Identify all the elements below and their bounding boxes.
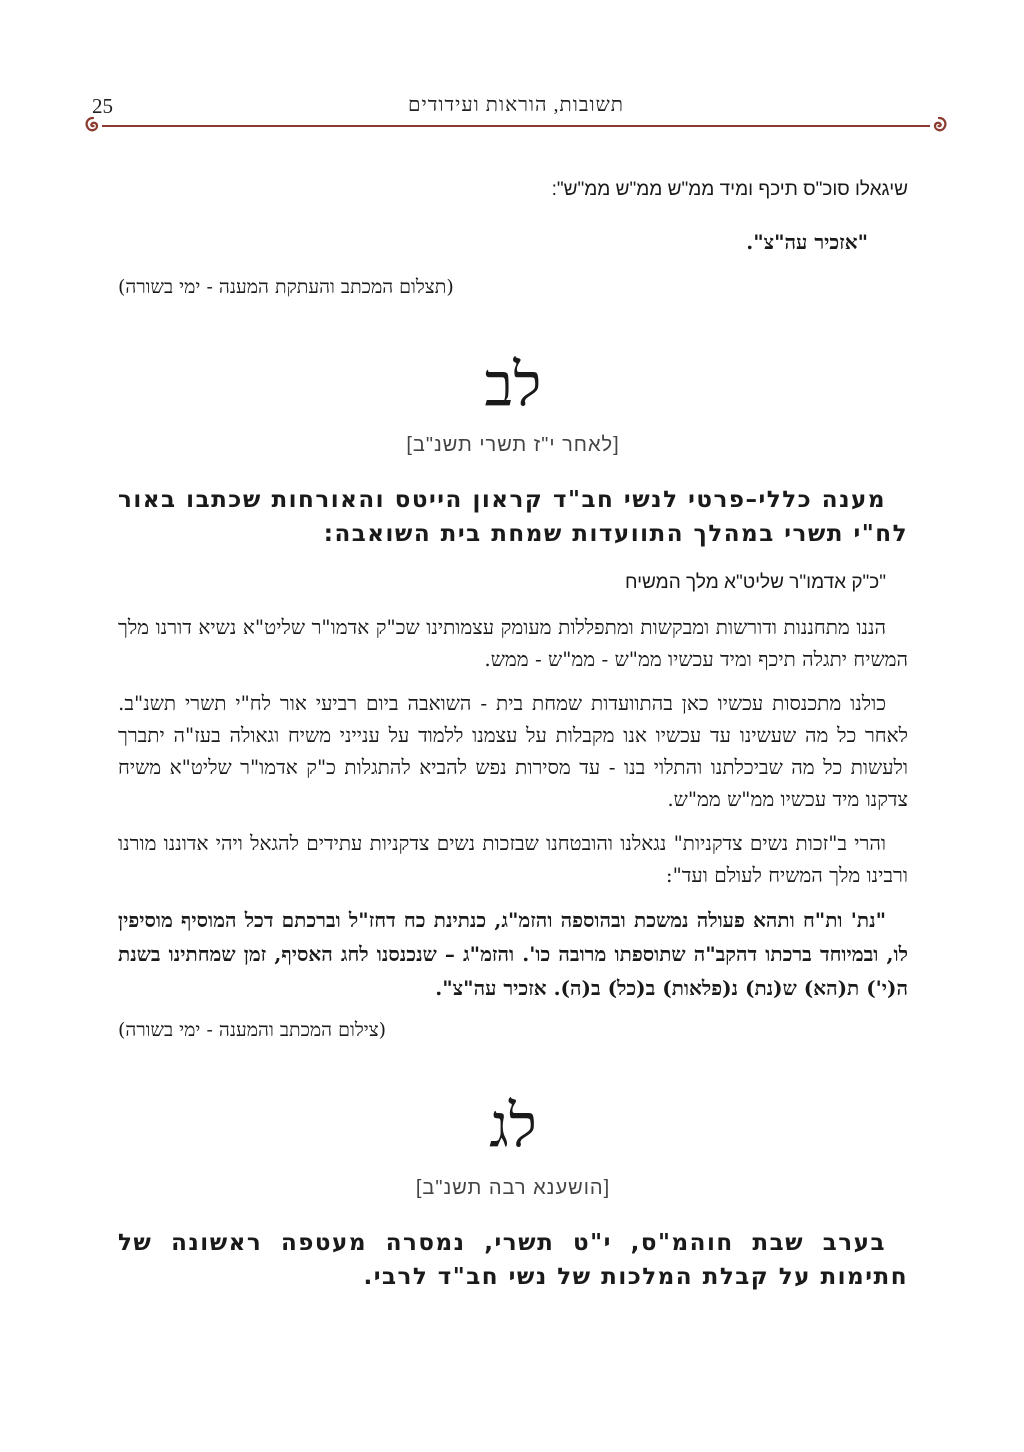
scroll-ornament-icon xyxy=(928,114,950,136)
letter-number-heading: לב xyxy=(484,352,542,418)
header-rule xyxy=(102,125,930,127)
source-note: (צילום המכתב והמענה - ימי בשורה) xyxy=(118,1019,387,1041)
letter-intro: בערב שבת חוהמ"ס, י"ט תשרי, נמסרה מעטפה ראשונה של חתימות על קבלת המלכות של נשי חב"ד לרבי. xyxy=(118,1230,908,1290)
letter-paragraph: כולנו מתכנסות עכשיו כאן בהתוועדות שמחת בית - השואבה ביום רביעי אור לח"י תשרי תשנ"ב. לאחר כל מה שעשינו עד עכשיו אנו מקבלות על עצמנו ללמוד על ענייני משיח וגאולה בעז"ה יתברך ולעשות כל מה שביכלתנו והתלוי בנו - עד מסירות נפש להביא להתגלות כ"ק אדמו"ר שליט"א משיח צדקנו מיד עכשיו ממ"ש ממ"ש. xyxy=(118,691,908,811)
letter-date: [לאחר י"ז תשרי תשנ"ב] xyxy=(406,434,620,456)
page-header xyxy=(90,92,942,142)
response-text: "נת' ות"ח ותהא פעולה נמשכת ובהוספה והזמ"ג, כנתינת כח דחז"ל וברכתם דכל המוסיף מוסיפין לו, ובמיוחד ברכתו דהקב"ה שתוספתו מרובה כו'. והזמ"ג – שנכנסנו לחג האסיף, זמן שמחתינו בשנת ה(י') ת(הא) ש(נת) נ(פלאות) ב(כל) ב(ה). אזכיר עה"צ". xyxy=(118,908,908,1000)
letter-paragraph: הננו מתחננות ודורשות ומבקשות ומתפללות מעומק עצמותינו שכ"ק אדמו"ר שליט"א נשיא דורנו מלך המשיח יתגלה תיכף ומיד עכשיו ממ"ש - ממ"ש - ממש. xyxy=(118,615,908,671)
scroll-ornament-icon xyxy=(82,114,104,136)
letter-intro: מענה כללי–פרטי לנשי חב"ד קראון הייטס והאורחות שכתבו באור לח"י תשרי במהלך התוועדות שמחת בית השואבה: xyxy=(118,487,908,547)
letter-date: [הושענא רבה תשנ"ב] xyxy=(415,1177,611,1199)
response-text: "אזכיר עה"צ". xyxy=(746,230,868,254)
running-title: תשובות, הוראות ועידודים xyxy=(408,94,624,116)
source-note: (תצלום המכתב והעתקת המענה - ימי בשורה) xyxy=(118,276,454,298)
letter-paragraph: והרי ב"זכות נשים צדקניות" נגאלנו והובטחנו שבזכות נשים צדקניות עתידים להגאל ויהי אדוננו מורנו ורבינו מלך המשיח לעולם ועד": xyxy=(118,831,908,887)
closing-line: שיגאלו סוכ"ס תיכף ומיד ממ"ש ממ"ש ממ"ש": xyxy=(551,179,908,200)
page-content xyxy=(118,170,908,1294)
page-number: 25 xyxy=(92,94,113,118)
letter-salutation: "כ"ק אדמו"ר שליט"א מלך המשיח xyxy=(624,572,886,593)
letter-number-heading: לג xyxy=(489,1093,537,1159)
